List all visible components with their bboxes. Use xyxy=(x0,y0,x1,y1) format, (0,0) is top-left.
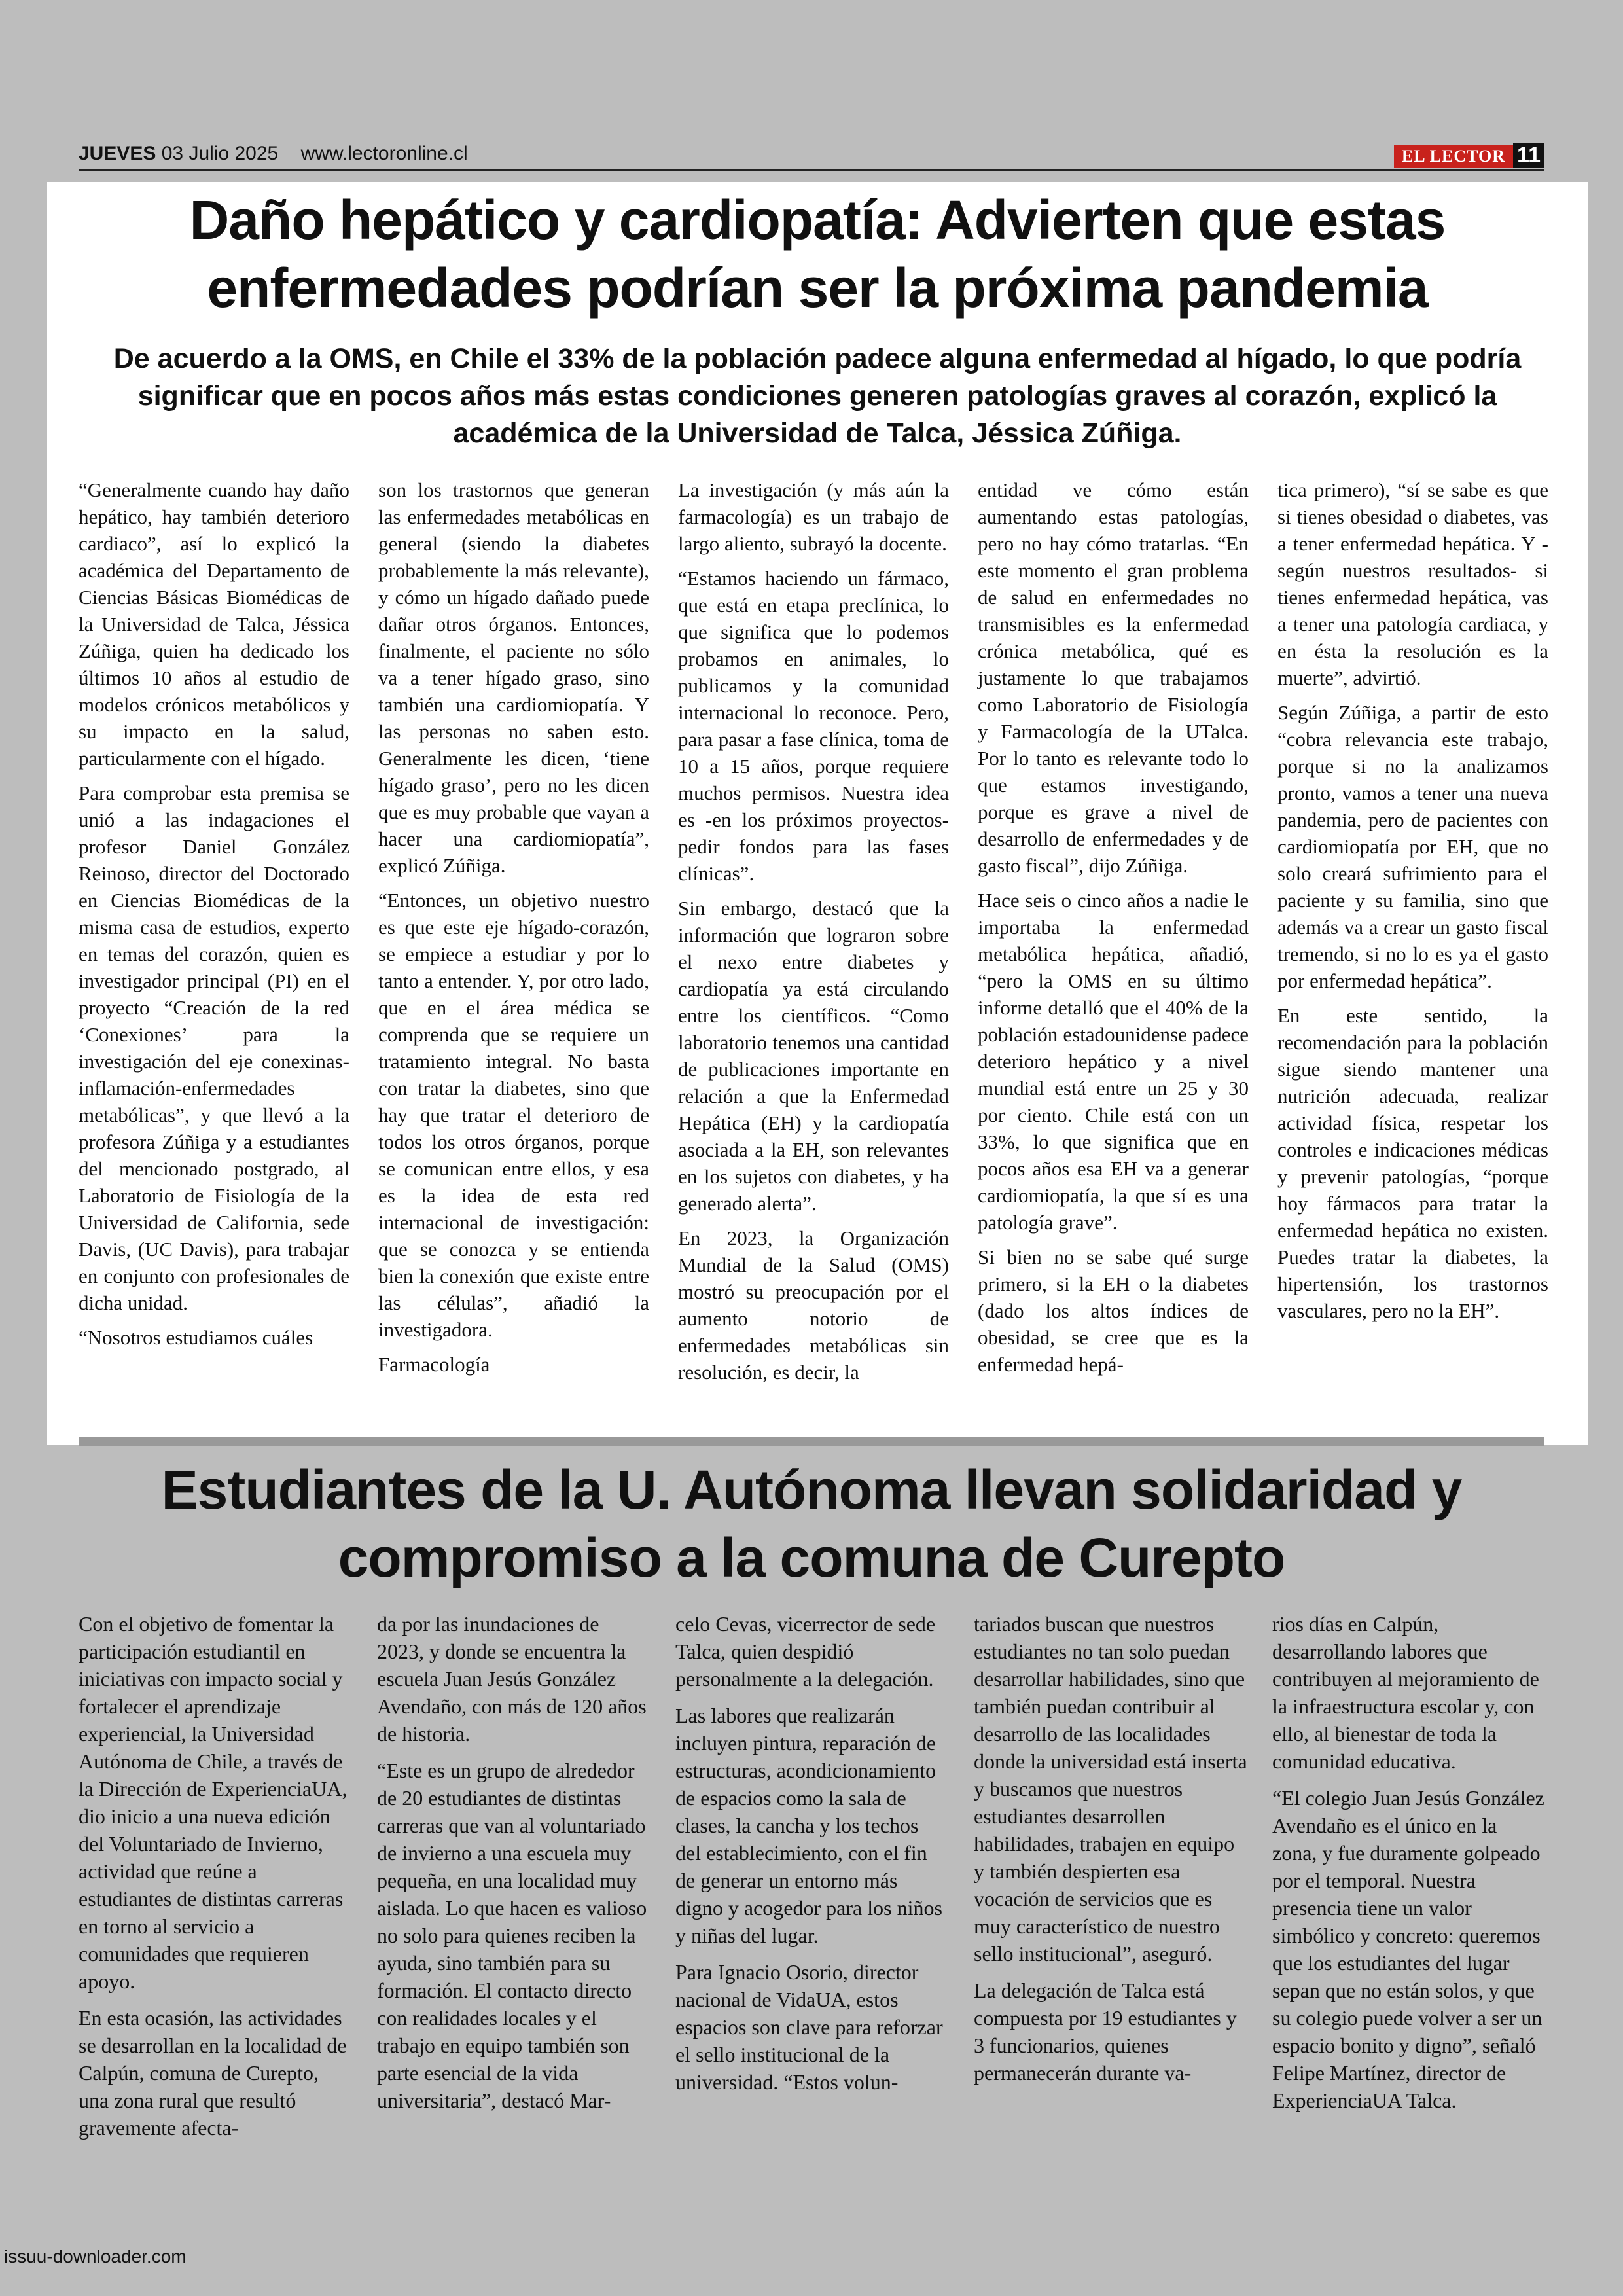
subheading: Farmacología xyxy=(378,1353,490,1376)
header-date: 03 Julio 2025 xyxy=(161,143,279,164)
article2-column-5 xyxy=(1272,1610,1546,2123)
paragraph: son los trastornos que generan las enfermedades metabólicas en general (siendo la diabetes probablemente la más relevante), y cómo un hígado dañado puede dañar otros órganos. Entonces, finalmente, el paciente no sólo va a tener hígado graso, sino también una cardiomiopatía. Y las personas no saben esto. Generalmente les dicen, ‘tiene hígado graso’, pero no les dicen que es muy probable que vayan a hacer una cardiomiopatía”, explicó Zúñiga. xyxy=(378,478,649,877)
paragraph: celo Cevas, vicerrector de sede Talca, quien despidió personalmente a la delegación. xyxy=(675,1612,936,1691)
paragraph: rios días en Calpún, desarrollando labores que contribuyen al mejoramiento de la infraestructura escolar y, con ello, al bienestar de toda la comunidad educativa. xyxy=(1272,1612,1539,1773)
paragraph: “Estamos haciendo un fármaco, que está en etapa preclínica, lo que significa que lo podemos probamos en animales, lo publicamos y la comunidad internacional lo reconoce. Pero, para pasar a fase clínica, toma de 10 a 15 años, porque requiere muchos permisos. Nuestra idea es -en los próximos proyectos- pedir fondos para las fases clínicas”. xyxy=(678,567,949,885)
paragraph: “Generalmente cuando hay daño hepático, hay también deterioro cardiaco”, así lo explicó la académica del Departamento de Ciencias Básicas Biomédicas de la Universidad de Talca, Jéssica Zúñiga, quien ha dedicado los últimos 10 años al estudio de modelos crónicos metabólicos y su impacto en la salud, particularmente con el hígado. xyxy=(79,478,349,770)
header-rule xyxy=(79,169,1544,171)
article2-headline xyxy=(65,1456,1558,1592)
paragraph: Para Ignacio Osorio, director nacional de VidaUA, estos espacios son clave para reforzar el sello institucional de la universidad. “Estos volun- xyxy=(675,1960,943,2094)
page-number: 11 xyxy=(1513,143,1544,168)
page-header xyxy=(79,143,1544,170)
header-url[interactable]: www.lectoronline.cl xyxy=(300,143,468,164)
paragraph: Con el objetivo de fomentar la participación estudiantil en iniciativas con impacto social y fortalecer el aprendizaje experiencial, la Universidad Autónoma de Chile, a través de la Dirección de ExperienciaUA, dio inicio a una nueva edición del Voluntariado de Invierno, actividad que reúne a estudiantes de distintas carreras en torno al servicio a comunidades que requieren apoyo. xyxy=(79,1612,348,1993)
article1-column-3 xyxy=(678,476,949,1393)
paragraph: Según Zúñiga, a partir de esto “cobra relevancia este trabajo, porque si no la analizamos pronto, vamos a tener una nueva pandemia, pero de pacientes con cardiomiopatía por EH, que no solo creará sufrimiento para el paciente y su familia, sino que además va a crear un gasto fiscal tremendo, si no lo es ya el gasto por enfermedad hepática”. xyxy=(1277,701,1548,992)
article2-column-1 xyxy=(79,1610,352,2151)
article1-headline xyxy=(47,186,1588,322)
paragraph: Para comprobar esta premisa se unió a las indagaciones el profesor Daniel González Reinoso, director del Doctorado en Ciencias Biomédicas de la misma casa de estudios, experto en temas del corazón, quien es investigador principal (PI) en el proyecto “Creación de la red ‘Conexiones’ para la investigación del eje conexinas-inflamación-enfermedades metabólicas”, y que llevó a la profesora Zúñiga y a estudiantes del mencionado postgrado, al Laboratorio de Fisiología de la Universidad de California, sede Davis, (UC Davis), para trabajar en conjunto con profesionales de dicha unidad. xyxy=(79,781,349,1314)
paragraph: Hace seis o cinco años a nadie le importaba la enfermedad metabólica hepática, añadió, “pero la OMS en su último informe detalló que el 40% de la población estadounidense padece deterioro hepático y a nivel mundial está entre un 25 y 30 por ciento. Chile está con un 33%, lo que significa que en pocos años esa EH va a generar cardiomiopatía, la que sí es una patología grave”. xyxy=(978,889,1249,1234)
article1-column-2 xyxy=(378,476,649,1386)
paragraph: tica primero), “sí se sabe es que si tienes obesidad o diabetes, vas a tener enfermedad hepática. Y -según nuestros resultados- si tienes enfermedad hepática, vas a tener una patología cardiaca, y en ésta la resolución es la muerte”, advirtió. xyxy=(1277,478,1548,689)
paragraph: Si bien no se sabe qué surge primero, si la EH o la diabetes (dado los altos índices de obesidad, se cree que es la enfermedad hepá- xyxy=(978,1246,1249,1376)
paragraph: En este sentido, la recomendación para la población sigue siendo mantener una nutrición adecuada, realizar actividad física, respetar los controles e indicaciones médicas y prevenir patologías, “porque hoy fármacos para tratar la enfermedad hepática no existen. Puedes tratar la diabetes, la hipertensión, los trastornos vasculares, pero no la EH”. xyxy=(1277,1004,1548,1322)
article1-column-4 xyxy=(978,476,1249,1386)
paragraph: Sin embargo, destacó que la información que lograron sobre el nexo entre diabetes y cardiopatía ya está circulando entre los científicos. “Como laboratorio tenemos una cantidad de publicaciones importante en relación a que la Enfermedad Hepática (EH) y la cardiopatía asociada a la EH, son relevantes en los sujetos con diabetes, y ha generado alerta”. xyxy=(678,897,949,1215)
paragraph: En esta ocasión, las actividades se desarrollan en la localidad de Calpún, comuna de Curepto, una zona rural que resultó gravemente afecta- xyxy=(79,2006,347,2140)
paragraph: La investigación (y más aún la farmacología) es un trabajo de largo aliento, subrayó la docente. xyxy=(678,478,949,555)
paragraph: “Este es un grupo de alrededor de 20 estudiantes de distintas carreras que van al voluntariado de invierno a una escuela muy pequeña, en una localidad muy aislada. Lo que hacen es valioso no solo para quienes reciben la ayuda, sino también para su formación. El contacto directo con realidades locales y el trabajo en equipo también son parte esencial de la vida universitaria”, destacó Mar- xyxy=(377,1759,647,2112)
paragraph: entidad ve cómo están aumentando estas patologías, pero no hay cómo tratarlas. “En este momento el gran problema de salud en enfermedades no transmisibles es la enfermedad crónica metabólica, qué es justamente lo que trabajamos como Laboratorio de Fisiología y Farmacología de la UTalca. Por lo tanto es relevante todo lo que estamos investigando, porque es grave a nivel de desarrollo de enfermedades y de gasto fiscal”, dijo Zúñiga. xyxy=(978,478,1249,877)
article1-column-1 xyxy=(79,476,349,1359)
article1-headline-line2: enfermedades podrían ser la próxima pandemia xyxy=(207,257,1428,319)
section-divider xyxy=(79,1437,1544,1446)
article2-column-2 xyxy=(377,1610,651,2123)
article-liver-heart xyxy=(47,182,1588,1445)
header-dateline xyxy=(79,143,468,165)
article1-lead: De acuerdo a la OMS, en Chile el 33% de la población padece alguna enfermedad al hígado, lo que podría significar que en pocos años más estas condiciones generen patologías graves al corazón, explicó la académica de la Universidad de Talca, Jéssica Zúñiga. xyxy=(113,343,1522,449)
paragraph: Las labores que realizarán incluyen pintura, reparación de estructuras, acondicionamiento de espacios como la sala de clases, la cancha y los techos del establecimiento, con el fin de generar un entorno más digno y acogedor para los niños y niñas del lugar. xyxy=(675,1704,942,1947)
paragraph: La delegación de Talca está compuesta por 19 estudiantes y 3 funcionarios, quienes permanecerán durante va- xyxy=(974,1979,1237,2085)
article2-column-3 xyxy=(675,1610,949,2105)
article2-headline-line2: compromiso a la comuna de Curepto xyxy=(338,1527,1285,1588)
newspaper-logo: EL LECTOR xyxy=(1394,145,1513,168)
header-day: JUEVES xyxy=(79,143,156,164)
paragraph: En 2023, la Organización Mundial de la Salud (OMS) mostró su preocupación por el aumento notorio de enfermedades metabólicas sin resolución, es decir, la xyxy=(678,1227,949,1384)
article2-body xyxy=(79,1610,1544,2199)
article1-column-5 xyxy=(1277,476,1548,1332)
source-watermark: issuu-downloader.com xyxy=(4,2246,187,2267)
article1-headline-line1: Daño hepático y cardiopatía: Advierten que estas xyxy=(189,189,1446,251)
paragraph: tariados buscan que nuestros estudiantes no tan solo puedan desarrollar habilidades, sino que también puedan contribuir al desarrollo de las localidades donde la universidad está inserta y buscamos que nuestros estudiantes desarrollen habilidades, trabajen en equipo y también despierten esa vocación de servicios que es muy característico de nuestro sello institucional”, aseguró. xyxy=(974,1612,1247,1965)
paragraph: da por las inundaciones de 2023, y donde se encuentra la escuela Juan Jesús González Avendaño, con más de 120 años de historia. xyxy=(377,1612,647,1746)
paragraph: “Entonces, un objetivo nuestro es que este eje hígado-corazón, se empiece a estudiar y por lo tanto a entender. Y, por otro lado, que en el área médica se comprenda que se requiere un tratamiento integral. No basta con tratar la diabetes, sino que hay que tratar el deterioro de todos los otros órganos, porque se comunican entre ellos, y esa es la idea de esta red internacional de investigación: que se conozca y se entienda bien la conexión que existe entre las células”, añadió la investigadora. xyxy=(378,889,649,1341)
article2-headline-line1: Estudiantes de la U. Autónoma llevan solidaridad y xyxy=(161,1459,1462,1520)
paragraph: “El colegio Juan Jesús González Avendaño es el único en la zona, y fue duramente golpeado por el temporal. Nuestra presencia tiene un valor simbólico y concreto: queremos que los estudiantes del lugar sepan que no están solos, y que su colegio puede volver a ser un espacio bonito y digno”, señaló Felipe Martínez, director de ExperienciaUA Talca. xyxy=(1272,1786,1544,2112)
article2-column-4 xyxy=(974,1610,1247,2096)
paragraph: “Nosotros estudiamos cuáles xyxy=(79,1326,313,1349)
